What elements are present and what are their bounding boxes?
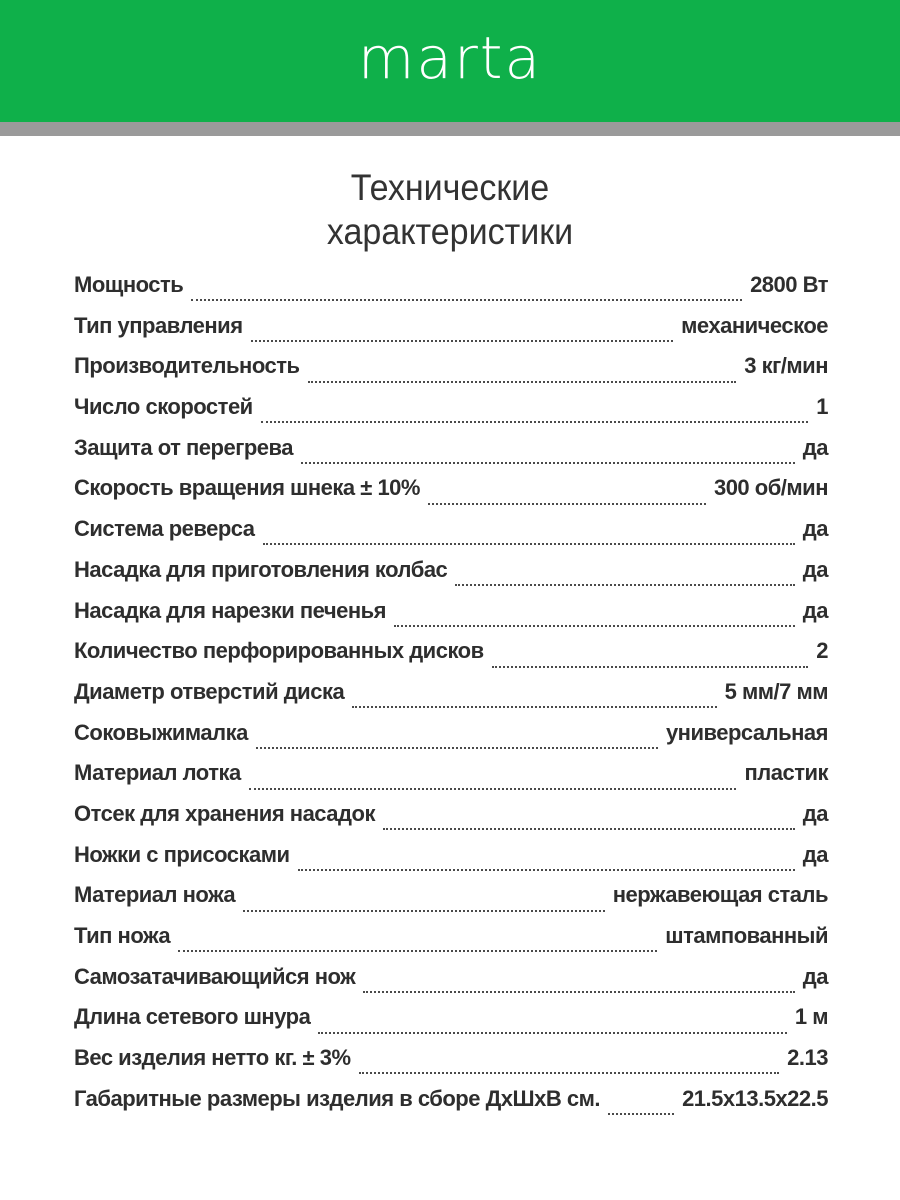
spec-value: 1 (816, 394, 828, 420)
spec-row (74, 313, 828, 354)
spec-value: 2.13 (787, 1045, 828, 1071)
dotted-leader (301, 458, 795, 464)
page-title-line-1: Технические (350, 167, 550, 208)
spec-value: пластик (744, 760, 828, 786)
spec-list (74, 272, 828, 1126)
spec-row (74, 720, 828, 761)
spec-row (74, 842, 828, 883)
spec-row (74, 882, 828, 923)
dotted-leader (608, 1109, 674, 1115)
spec-value: 300 об/мин (713, 475, 828, 501)
dotted-leader (428, 499, 706, 505)
spec-label: Материал лотка (74, 760, 241, 786)
spec-label: Количество перфорированных дисков (74, 638, 484, 664)
spec-label: Длина сетевого шнура (74, 1004, 311, 1030)
dotted-leader (352, 702, 716, 708)
spec-value: 21.5x13.5x22.5 (682, 1085, 828, 1111)
spec-value: механическое (681, 312, 828, 338)
header-stripe (0, 122, 900, 136)
spec-value: 2 (816, 638, 828, 664)
spec-label: Самозатачивающийся нож (74, 963, 356, 989)
spec-value: да (802, 963, 828, 989)
dotted-leader (359, 1068, 780, 1074)
spec-label: Отсек для хранения насадок (74, 800, 375, 826)
spec-row (74, 760, 828, 801)
dotted-leader (492, 662, 809, 668)
spec-row (74, 1004, 828, 1045)
spec-row (74, 1045, 828, 1086)
brand-logo: marta (357, 24, 543, 92)
spec-label: Тип ножа (74, 923, 171, 948)
spec-row (74, 1086, 828, 1127)
spec-label: Мощность (74, 272, 184, 297)
dotted-leader (383, 824, 795, 830)
header-banner (0, 0, 900, 122)
dotted-leader (261, 417, 809, 423)
spec-label: Число скоростей (74, 394, 253, 420)
spec-label: Производительность (74, 353, 300, 379)
spec-label: Защита от перегрева (74, 434, 294, 460)
spec-row (74, 801, 828, 842)
spec-label: Соковыжималка (74, 719, 248, 745)
spec-value: 5 мм/7 мм (724, 678, 828, 704)
dotted-leader (256, 743, 658, 749)
spec-label: Габаритные размеры изделия в сборе ДхШхВ см. (74, 1085, 600, 1111)
spec-row (74, 557, 828, 598)
page-title (36, 166, 864, 254)
spec-row (74, 964, 828, 1005)
dotted-leader (363, 987, 795, 993)
spec-label: Скорость вращения шнека ± 10% (74, 475, 420, 501)
dotted-leader (178, 946, 657, 952)
spec-value: да (802, 800, 828, 826)
spec-row (74, 272, 828, 313)
spec-value: да (802, 841, 828, 867)
dotted-leader (251, 336, 674, 342)
spec-value: нержавеющая сталь (612, 882, 828, 908)
spec-label: Насадка для нарезки печенья (74, 597, 386, 623)
spec-value: штампованный (665, 923, 828, 948)
spec-value: да (802, 516, 828, 542)
spec-label: Система реверса (74, 516, 255, 542)
spec-value: 3 кг/мин (744, 353, 828, 379)
spec-row (74, 679, 828, 720)
page-title-line-2: характеристики (326, 211, 574, 252)
spec-value: 1 м (794, 1004, 828, 1030)
spec-value: да (802, 597, 828, 623)
spec-label: Вес изделия нетто кг. ± 3% (74, 1045, 351, 1071)
spec-label: Ножки с присосками (74, 841, 290, 867)
dotted-leader (455, 580, 795, 586)
dotted-leader (394, 621, 795, 627)
dotted-leader (249, 784, 737, 790)
spec-row (74, 394, 828, 435)
spec-label: Тип управления (74, 312, 243, 338)
spec-row (74, 435, 828, 476)
dotted-leader (243, 906, 605, 912)
spec-value: да (802, 434, 828, 460)
spec-label: Материал ножа (74, 882, 236, 908)
dotted-leader (318, 1028, 787, 1034)
dotted-leader (191, 295, 742, 301)
spec-row (74, 638, 828, 679)
dotted-leader (298, 865, 795, 871)
spec-value: да (802, 556, 828, 582)
dotted-leader (308, 377, 737, 383)
spec-row (74, 475, 828, 516)
dotted-leader (263, 539, 795, 545)
spec-row (74, 353, 828, 394)
spec-value: 2800 Вт (750, 272, 828, 297)
spec-row (74, 598, 828, 639)
spec-row (74, 923, 828, 964)
spec-value: универсальная (665, 719, 828, 745)
spec-label: Насадка для приготовления колбас (74, 556, 448, 582)
spec-row (74, 516, 828, 557)
spec-label: Диаметр отверстий диска (74, 678, 345, 704)
